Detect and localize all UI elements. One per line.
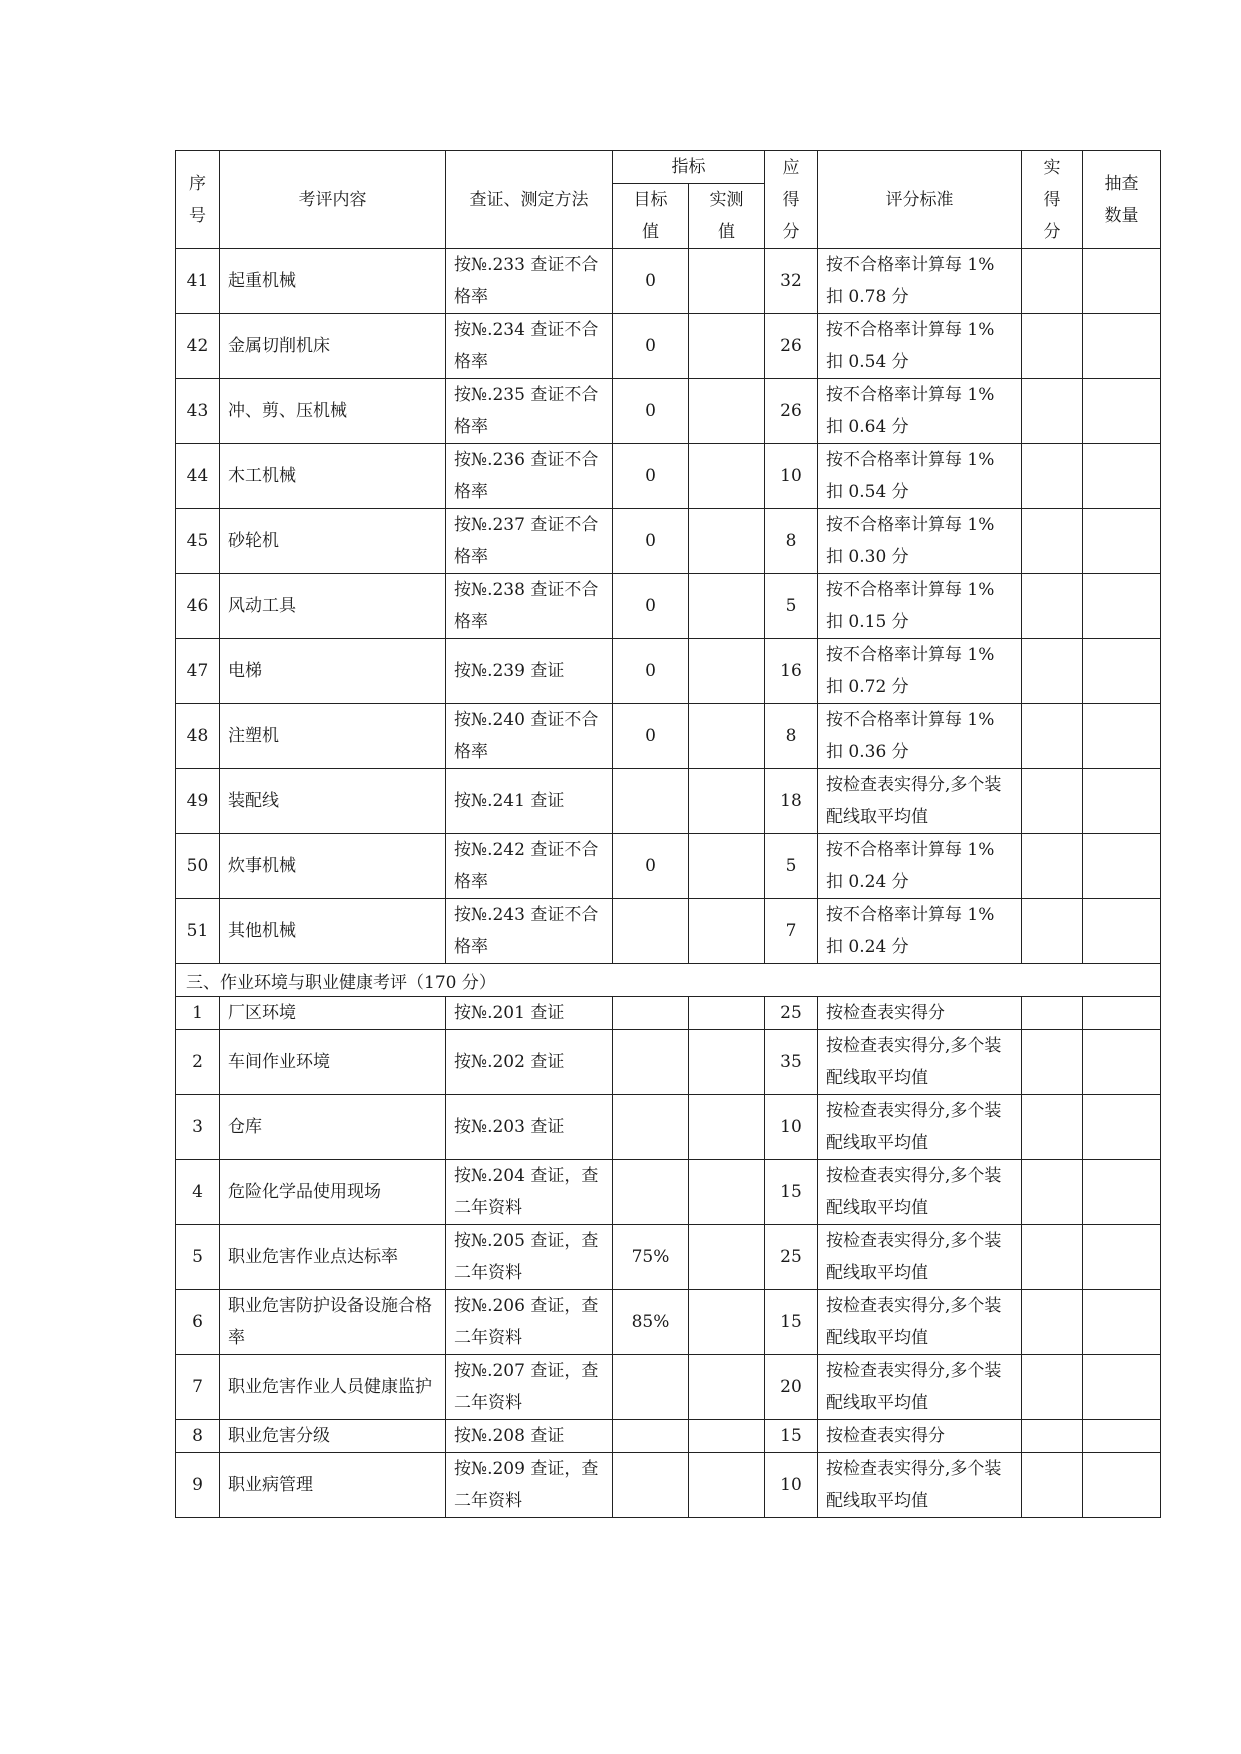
row-sample — [1083, 509, 1161, 574]
row-sample — [1083, 704, 1161, 769]
row-target: 0 — [613, 834, 689, 899]
row-score: 15 — [765, 1160, 818, 1225]
row-criteria: 按检查表实得分,多个装配线取平均值 — [818, 1030, 1022, 1095]
row-target — [613, 1030, 689, 1095]
row-seq: 3 — [176, 1095, 220, 1160]
row-method: 按№.205 查证，查二年资料 — [446, 1225, 613, 1290]
row-target — [613, 1355, 689, 1420]
row-target: 0 — [613, 704, 689, 769]
table-row — [176, 509, 1161, 574]
row-target: 0 — [613, 249, 689, 314]
table-row — [176, 834, 1161, 899]
row-seq: 50 — [176, 834, 220, 899]
row-score: 26 — [765, 314, 818, 379]
row-method: 按№.239 查证 — [446, 639, 613, 704]
row-criteria: 按检查表实得分,多个装配线取平均值 — [818, 1160, 1022, 1225]
row-sample — [1083, 379, 1161, 444]
row-sample — [1083, 997, 1161, 1030]
row-score: 20 — [765, 1355, 818, 1420]
row-content: 注塑机 — [220, 704, 446, 769]
row-score: 5 — [765, 574, 818, 639]
row-criteria: 按不合格率计算每 1% 扣 0.24 分 — [818, 834, 1022, 899]
table-row — [176, 314, 1161, 379]
row-actual — [1022, 639, 1083, 704]
row-sample — [1083, 574, 1161, 639]
row-content: 砂轮机 — [220, 509, 446, 574]
table-row — [176, 1290, 1161, 1355]
row-actual — [1022, 1160, 1083, 1225]
table-row — [176, 639, 1161, 704]
row-score: 18 — [765, 769, 818, 834]
table-row — [176, 574, 1161, 639]
row-seq: 9 — [176, 1453, 220, 1518]
row-criteria: 按不合格率计算每 1% 扣 0.36 分 — [818, 704, 1022, 769]
table-row — [176, 1225, 1161, 1290]
row-seq: 6 — [176, 1290, 220, 1355]
row-method: 按№.233 查证不合格率 — [446, 249, 613, 314]
row-content: 冲、剪、压机械 — [220, 379, 446, 444]
table-row — [176, 997, 1161, 1030]
row-criteria: 按检查表实得分,多个装配线取平均值 — [818, 769, 1022, 834]
row-target: 0 — [613, 444, 689, 509]
row-seq: 41 — [176, 249, 220, 314]
table-row — [176, 1095, 1161, 1160]
row-sample — [1083, 1420, 1161, 1453]
row-sample — [1083, 1290, 1161, 1355]
row-target — [613, 1095, 689, 1160]
row-score: 32 — [765, 249, 818, 314]
row-criteria: 按检查表实得分 — [818, 997, 1022, 1030]
row-seq: 7 — [176, 1355, 220, 1420]
row-seq: 8 — [176, 1420, 220, 1453]
table-row — [176, 1160, 1161, 1225]
row-measured — [689, 834, 765, 899]
row-content: 装配线 — [220, 769, 446, 834]
table-body — [176, 249, 1161, 1518]
row-actual — [1022, 574, 1083, 639]
row-content: 职业危害分级 — [220, 1420, 446, 1453]
row-measured — [689, 574, 765, 639]
header-indicator: 指标 — [613, 151, 765, 184]
row-content: 车间作业环境 — [220, 1030, 446, 1095]
row-actual — [1022, 1453, 1083, 1518]
table-row — [176, 1453, 1161, 1518]
row-score: 16 — [765, 639, 818, 704]
row-content: 电梯 — [220, 639, 446, 704]
row-method: 按№.203 查证 — [446, 1095, 613, 1160]
row-content: 炊事机械 — [220, 834, 446, 899]
row-actual — [1022, 1420, 1083, 1453]
row-target: 75% — [613, 1225, 689, 1290]
row-target — [613, 997, 689, 1030]
row-actual — [1022, 1095, 1083, 1160]
row-target: 0 — [613, 509, 689, 574]
row-content: 职业危害防护设备设施合格率 — [220, 1290, 446, 1355]
row-content: 厂区环境 — [220, 997, 446, 1030]
row-target: 0 — [613, 574, 689, 639]
row-seq: 43 — [176, 379, 220, 444]
row-criteria: 按不合格率计算每 1% 扣 0.54 分 — [818, 314, 1022, 379]
row-sample — [1083, 834, 1161, 899]
row-actual — [1022, 509, 1083, 574]
row-actual — [1022, 704, 1083, 769]
table-row — [176, 249, 1161, 314]
row-criteria: 按不合格率计算每 1% 扣 0.64 分 — [818, 379, 1022, 444]
row-criteria: 按不合格率计算每 1% 扣 0.15 分 — [818, 574, 1022, 639]
row-criteria: 按不合格率计算每 1% 扣 0.30 分 — [818, 509, 1022, 574]
row-measured — [689, 314, 765, 379]
row-method: 按№.208 查证 — [446, 1420, 613, 1453]
row-score: 5 — [765, 834, 818, 899]
row-score: 7 — [765, 899, 818, 964]
table-header — [176, 151, 1161, 249]
row-actual — [1022, 379, 1083, 444]
row-method: 按№.237 查证不合格率 — [446, 509, 613, 574]
row-score: 8 — [765, 704, 818, 769]
row-target: 0 — [613, 379, 689, 444]
row-seq: 49 — [176, 769, 220, 834]
row-measured — [689, 1160, 765, 1225]
row-content: 金属切削机床 — [220, 314, 446, 379]
row-criteria: 按检查表实得分,多个装配线取平均值 — [818, 1290, 1022, 1355]
row-content: 危险化学品使用现场 — [220, 1160, 446, 1225]
row-sample — [1083, 444, 1161, 509]
row-sample — [1083, 314, 1161, 379]
row-actual — [1022, 249, 1083, 314]
row-criteria: 按检查表实得分 — [818, 1420, 1022, 1453]
row-criteria: 按检查表实得分,多个装配线取平均值 — [818, 1095, 1022, 1160]
row-actual — [1022, 769, 1083, 834]
header-method: 查证、测定方法 — [446, 151, 613, 249]
row-target — [613, 1420, 689, 1453]
row-measured — [689, 1095, 765, 1160]
row-measured — [689, 1420, 765, 1453]
row-content: 仓库 — [220, 1095, 446, 1160]
row-measured — [689, 639, 765, 704]
row-target — [613, 769, 689, 834]
row-method: 按№.209 查证，查二年资料 — [446, 1453, 613, 1518]
row-actual — [1022, 834, 1083, 899]
row-sample — [1083, 899, 1161, 964]
row-seq: 46 — [176, 574, 220, 639]
row-actual — [1022, 1225, 1083, 1290]
row-score: 26 — [765, 379, 818, 444]
header-content: 考评内容 — [220, 151, 446, 249]
row-criteria: 按检查表实得分,多个装配线取平均值 — [818, 1453, 1022, 1518]
row-measured — [689, 769, 765, 834]
row-measured — [689, 1030, 765, 1095]
row-method: 按№.202 查证 — [446, 1030, 613, 1095]
row-target: 0 — [613, 639, 689, 704]
row-score: 15 — [765, 1290, 818, 1355]
row-score: 25 — [765, 997, 818, 1030]
row-actual — [1022, 1290, 1083, 1355]
table-row — [176, 444, 1161, 509]
row-actual — [1022, 997, 1083, 1030]
row-target: 85% — [613, 1290, 689, 1355]
row-actual — [1022, 314, 1083, 379]
row-content: 起重机械 — [220, 249, 446, 314]
row-method: 按№.201 查证 — [446, 997, 613, 1030]
row-measured — [689, 899, 765, 964]
row-seq: 2 — [176, 1030, 220, 1095]
row-method: 按№.242 查证不合格率 — [446, 834, 613, 899]
row-target — [613, 899, 689, 964]
row-measured — [689, 997, 765, 1030]
row-seq: 5 — [176, 1225, 220, 1290]
row-target — [613, 1160, 689, 1225]
row-method: 按№.206 查证，查二年资料 — [446, 1290, 613, 1355]
row-sample — [1083, 249, 1161, 314]
row-content: 职业危害作业人员健康监护 — [220, 1355, 446, 1420]
row-seq: 51 — [176, 899, 220, 964]
row-measured — [689, 1290, 765, 1355]
row-criteria: 按不合格率计算每 1% 扣 0.54 分 — [818, 444, 1022, 509]
row-method: 按№.240 查证不合格率 — [446, 704, 613, 769]
evaluation-table — [175, 150, 1161, 1518]
table-row — [176, 899, 1161, 964]
row-seq: 44 — [176, 444, 220, 509]
table-row — [176, 379, 1161, 444]
row-actual — [1022, 899, 1083, 964]
header-seq: 序 号 — [176, 151, 220, 249]
row-actual — [1022, 1030, 1083, 1095]
row-sample — [1083, 1095, 1161, 1160]
row-sample — [1083, 1355, 1161, 1420]
row-method: 按№.234 查证不合格率 — [446, 314, 613, 379]
row-score: 10 — [765, 444, 818, 509]
row-sample — [1083, 1225, 1161, 1290]
row-criteria: 按不合格率计算每 1% 扣 0.24 分 — [818, 899, 1022, 964]
row-seq: 48 — [176, 704, 220, 769]
section-row — [176, 964, 1161, 997]
row-target: 0 — [613, 314, 689, 379]
row-measured — [689, 1225, 765, 1290]
row-content: 职业病管理 — [220, 1453, 446, 1518]
row-measured — [689, 509, 765, 574]
row-method: 按№.207 查证，查二年资料 — [446, 1355, 613, 1420]
row-sample — [1083, 1453, 1161, 1518]
table-row — [176, 1030, 1161, 1095]
header-measured: 实测 值 — [689, 184, 765, 249]
row-criteria: 按检查表实得分,多个装配线取平均值 — [818, 1225, 1022, 1290]
row-content: 风动工具 — [220, 574, 446, 639]
table-row — [176, 1355, 1161, 1420]
row-measured — [689, 704, 765, 769]
row-criteria: 按不合格率计算每 1% 扣 0.72 分 — [818, 639, 1022, 704]
row-measured — [689, 379, 765, 444]
row-target — [613, 1453, 689, 1518]
row-sample — [1083, 769, 1161, 834]
header-sample: 抽查 数量 — [1083, 151, 1161, 249]
row-criteria: 按不合格率计算每 1% 扣 0.78 分 — [818, 249, 1022, 314]
row-measured — [689, 249, 765, 314]
row-actual — [1022, 444, 1083, 509]
table-row — [176, 769, 1161, 834]
row-content: 木工机械 — [220, 444, 446, 509]
row-method: 按№.235 查证不合格率 — [446, 379, 613, 444]
row-seq: 1 — [176, 997, 220, 1030]
row-method: 按№.241 查证 — [446, 769, 613, 834]
header-due-score: 应 得 分 — [765, 151, 818, 249]
table-row — [176, 704, 1161, 769]
row-score: 35 — [765, 1030, 818, 1095]
table-row — [176, 1420, 1161, 1453]
row-method: 按№.243 查证不合格率 — [446, 899, 613, 964]
row-method: 按№.238 查证不合格率 — [446, 574, 613, 639]
row-score: 15 — [765, 1420, 818, 1453]
row-sample — [1083, 639, 1161, 704]
row-score: 8 — [765, 509, 818, 574]
row-measured — [689, 1453, 765, 1518]
row-sample — [1083, 1160, 1161, 1225]
row-seq: 45 — [176, 509, 220, 574]
row-method: 按№.236 查证不合格率 — [446, 444, 613, 509]
row-seq: 47 — [176, 639, 220, 704]
row-seq: 4 — [176, 1160, 220, 1225]
header-target: 目标 值 — [613, 184, 689, 249]
header-criteria: 评分标准 — [818, 151, 1022, 249]
row-seq: 42 — [176, 314, 220, 379]
row-actual — [1022, 1355, 1083, 1420]
row-method: 按№.204 查证，查二年资料 — [446, 1160, 613, 1225]
row-score: 10 — [765, 1453, 818, 1518]
row-score: 10 — [765, 1095, 818, 1160]
row-content: 职业危害作业点达标率 — [220, 1225, 446, 1290]
row-measured — [689, 444, 765, 509]
header-actual-score: 实 得 分 — [1022, 151, 1083, 249]
row-measured — [689, 1355, 765, 1420]
section-title: 三、作业环境与职业健康考评（170 分） — [176, 964, 1161, 997]
row-criteria: 按检查表实得分,多个装配线取平均值 — [818, 1355, 1022, 1420]
row-sample — [1083, 1030, 1161, 1095]
row-score: 25 — [765, 1225, 818, 1290]
row-content: 其他机械 — [220, 899, 446, 964]
